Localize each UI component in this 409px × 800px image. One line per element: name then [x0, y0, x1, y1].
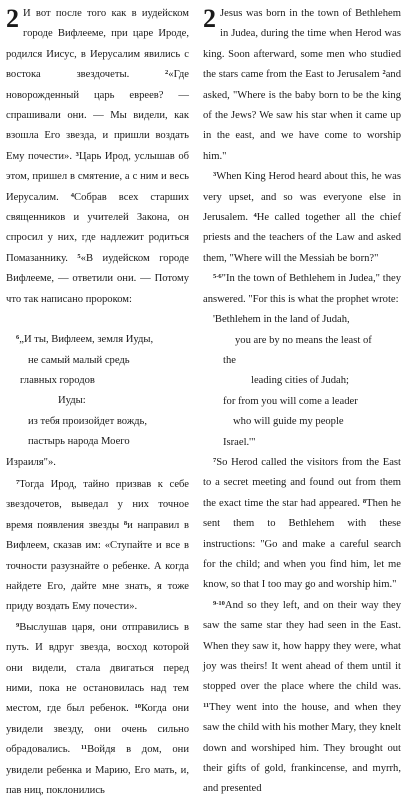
verse-number: 8: [123, 519, 128, 527]
paragraph-3: [6, 618, 189, 800]
verse-number: 2: [165, 69, 169, 77]
paragraph-1: [6, 4, 189, 310]
verse-text: "In the town of Bethlehem in Judea," they answered. "For this is what the prophet wrote:: [203, 273, 401, 305]
poem-line: главных городов: [20, 374, 95, 386]
verse-text: Jesus was born in the town of Bethlehem in Judea, during the time when Herod was king. Soon afterward, some men who studied the stars came from the East to Jerusalem: [203, 8, 401, 81]
poem-line: Израиля"».: [6, 456, 56, 468]
verse-text: «В иудейском городе Вифлееме, — ответили они. — Потому что так написано пророком:: [6, 252, 189, 305]
poem-line: leading cities of Judah;: [251, 375, 349, 387]
verse-number: 6: [16, 334, 20, 342]
verse-text: Когда они увидели звезду, они очень сильно обрадовались.: [6, 703, 190, 756]
poem-line: пастырь народа Моего: [28, 436, 130, 448]
verse-text: and asked, "Where is the baby born to be the king of the Jews? We saw his star when it came up in the east, and we have come to worship him.": [203, 69, 401, 162]
paragraph-5: [203, 596, 401, 800]
paragraph-1: [203, 4, 401, 167]
poem-line: you are by no means the least of: [235, 334, 372, 346]
verse-text: He called together all the chief priests and the teachers of the Law and asked them, "Where will the Messiah be born?": [203, 212, 401, 264]
verse-text: When King Herod heard about this, he was very upset, and so was everyone else in Jerusalem.: [203, 171, 401, 224]
english-column: [203, 4, 401, 800]
verse-text: Собрав всех старших священников и учителей Закона, он спросил у них, где надлежит родиться Помазаннику.: [6, 191, 189, 264]
verse-text: И вот после того как в иудейском городе Вифлееме, при царе Ироде, родился Иисус, в Иерусалим явились с востока звездочеты.: [6, 8, 189, 81]
russian-column: [6, 4, 189, 800]
poem-line: из тебя произойдет вождь,: [28, 415, 148, 427]
verse-number: 3: [213, 171, 217, 179]
verse-number: 5-6: [213, 273, 222, 281]
poem-line: Israel.'": [223, 436, 256, 448]
verse-number: 11: [80, 744, 88, 752]
verse-number: 4: [70, 191, 75, 199]
verse-number: 7: [16, 478, 20, 486]
verse-number: 7: [213, 456, 217, 464]
verse-number: 9: [16, 621, 20, 629]
verse-number: 2: [382, 69, 386, 77]
verse-number: 3: [75, 150, 79, 158]
verse-text: Then he sent them to Bethlehem with these instructions: "Go and make a careful search for the child; and when you find him, let me know, so that I too may go and worship him.": [203, 497, 401, 591]
verse-number: 11: [203, 701, 210, 709]
verse-number: 5: [77, 252, 81, 260]
chapter-number: 2: [203, 4, 216, 33]
poem-line: Иуды:: [58, 395, 86, 407]
verse-text: They went into the house, and when they saw the child with his mother Mary, they knelt down and worshiped him. They brought out their gifts of gold, frankincense, and myrrh, and presented: [203, 701, 401, 795]
verse-text: So Herod called the visitors from the East to a secret meeting and found out from them the exact time the star had appeared.: [203, 456, 401, 509]
verse-number: 10: [134, 703, 141, 711]
poem-line: the: [223, 354, 236, 366]
verse-text: Войдя в дом, они увидели ребенка и Марию, Его мать, и, пав ниц, поклонились: [6, 744, 190, 797]
verse-number: 8: [362, 497, 367, 505]
poem-line: 'Bethlehem in the land of Judah,: [213, 314, 350, 326]
paragraph-4: [203, 453, 401, 596]
paragraph-2: [6, 475, 189, 618]
quotation-poem: [6, 330, 189, 473]
poem-line: не самый малый средь: [28, 354, 130, 366]
verse-text: и направил в Вифлеем, сказав им: «Ступайте и все в точности разузнайте о ребенке. А когда найдете Его, дайте мне знать, я тоже приду воздать Ему почести».: [6, 519, 189, 613]
poem-line: who will guide my people: [233, 416, 344, 428]
verse-text: «Где новорожденный царь евреев? — спрашивали они. — Мы видели, как взошла Его звезда, и пришли воздать Ему почести».: [6, 69, 189, 162]
paragraph-2: [203, 167, 401, 269]
verse-text: And so they left, and on their way they saw the same star they had seen in the East. When they saw it, how happy they were, what joy was theirs! It went ahead of them until it stopped over the place where the child was.: [203, 599, 401, 693]
chapter-number: 2: [6, 4, 19, 33]
verse-text: Тогда Ирод, тайно призвав к себе звездочетов, выведал у них точное время появления звезды: [6, 478, 189, 531]
verse-number: 9-10: [213, 599, 225, 607]
quotation-poem: [203, 310, 401, 453]
verse-number: 4: [253, 212, 257, 220]
poem-line: $^6$„И ты, Вифлеем, земля Иуды,: [16, 334, 154, 346]
poem-line: for from you will come a leader: [223, 395, 358, 407]
verse-text: Выслушав царя, они отправились в путь. И вдруг звезда, восход которой они видели, стала двигаться перед ними, пока не остановилась над тем местом, где был ребенок.: [6, 621, 189, 715]
paragraph-3: [203, 269, 401, 310]
verse-text: Царь Ирод, услышав об этом, пришел в смятение, а с ним и весь Иерусалим.: [6, 150, 190, 203]
